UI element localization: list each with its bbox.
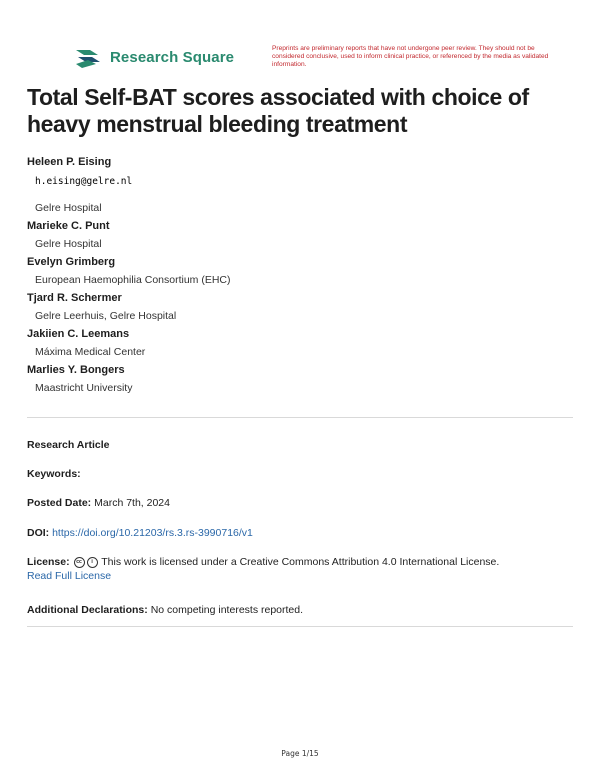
additional-declarations: Additional Declarations: No competing interests reported. xyxy=(27,604,304,616)
doi: DOI: https://doi.org/10.21203/rs.3.rs-3990716/v1 xyxy=(27,527,253,539)
page-number: Page 1/15 xyxy=(281,749,319,758)
attribution-icon: i xyxy=(87,557,98,568)
research-square-logo[interactable] xyxy=(74,46,234,68)
doi-link[interactable]: https://doi.org/10.21203/rs.3.rs-3990716/v1 xyxy=(52,527,253,539)
author-list xyxy=(27,154,567,398)
read-full-license-link[interactable]: Read Full License xyxy=(27,570,112,582)
article-type: Research Article xyxy=(27,439,110,451)
preprint-disclaimer: Preprints are preliminary reports that have not undergone peer review. They should not be considered conclusive, used to inform clinical practice, or referenced by the media as validated information. xyxy=(272,45,549,69)
author-affiliation: Gelre Leerhuis, Gelre Hospital xyxy=(35,310,177,322)
author-name[interactable]: Evelyn Grimberg xyxy=(27,256,116,268)
logo-text: Research Square xyxy=(110,48,235,66)
author-email[interactable]: h.eising@gelre.nl xyxy=(35,176,133,187)
paper-title: Total Self-BAT scores associated with choice of heavy menstrual bleeding treatment xyxy=(27,84,529,137)
research-square-logo-icon xyxy=(74,46,102,68)
author-affiliation: Gelre Hospital xyxy=(35,238,102,250)
divider xyxy=(27,417,573,418)
author-affiliation: Máxima Medical Center xyxy=(35,346,146,358)
author-name[interactable]: Heleen P. Eising xyxy=(27,156,112,168)
keywords: Keywords: xyxy=(27,468,81,480)
author-affiliation: Gelre Hospital xyxy=(35,202,102,214)
author-name[interactable]: Marlies Y. Bongers xyxy=(27,364,125,376)
license: License: cc i This work is licensed under a Creative Commons Attribution 4.0 International License. Read Full License xyxy=(27,556,500,582)
posted-date: Posted Date: March 7th, 2024 xyxy=(27,497,170,509)
divider xyxy=(27,626,573,627)
author-name[interactable]: Tjard R. Schermer xyxy=(27,292,122,304)
author-affiliation: European Haemophilia Consortium (EHC) xyxy=(35,274,231,286)
creative-commons-icon: cc xyxy=(74,557,85,568)
author-name[interactable]: Jakiien C. Leemans xyxy=(27,328,130,340)
author-affiliation: Maastricht University xyxy=(35,382,133,394)
author-name[interactable]: Marieke C. Punt xyxy=(27,220,110,232)
